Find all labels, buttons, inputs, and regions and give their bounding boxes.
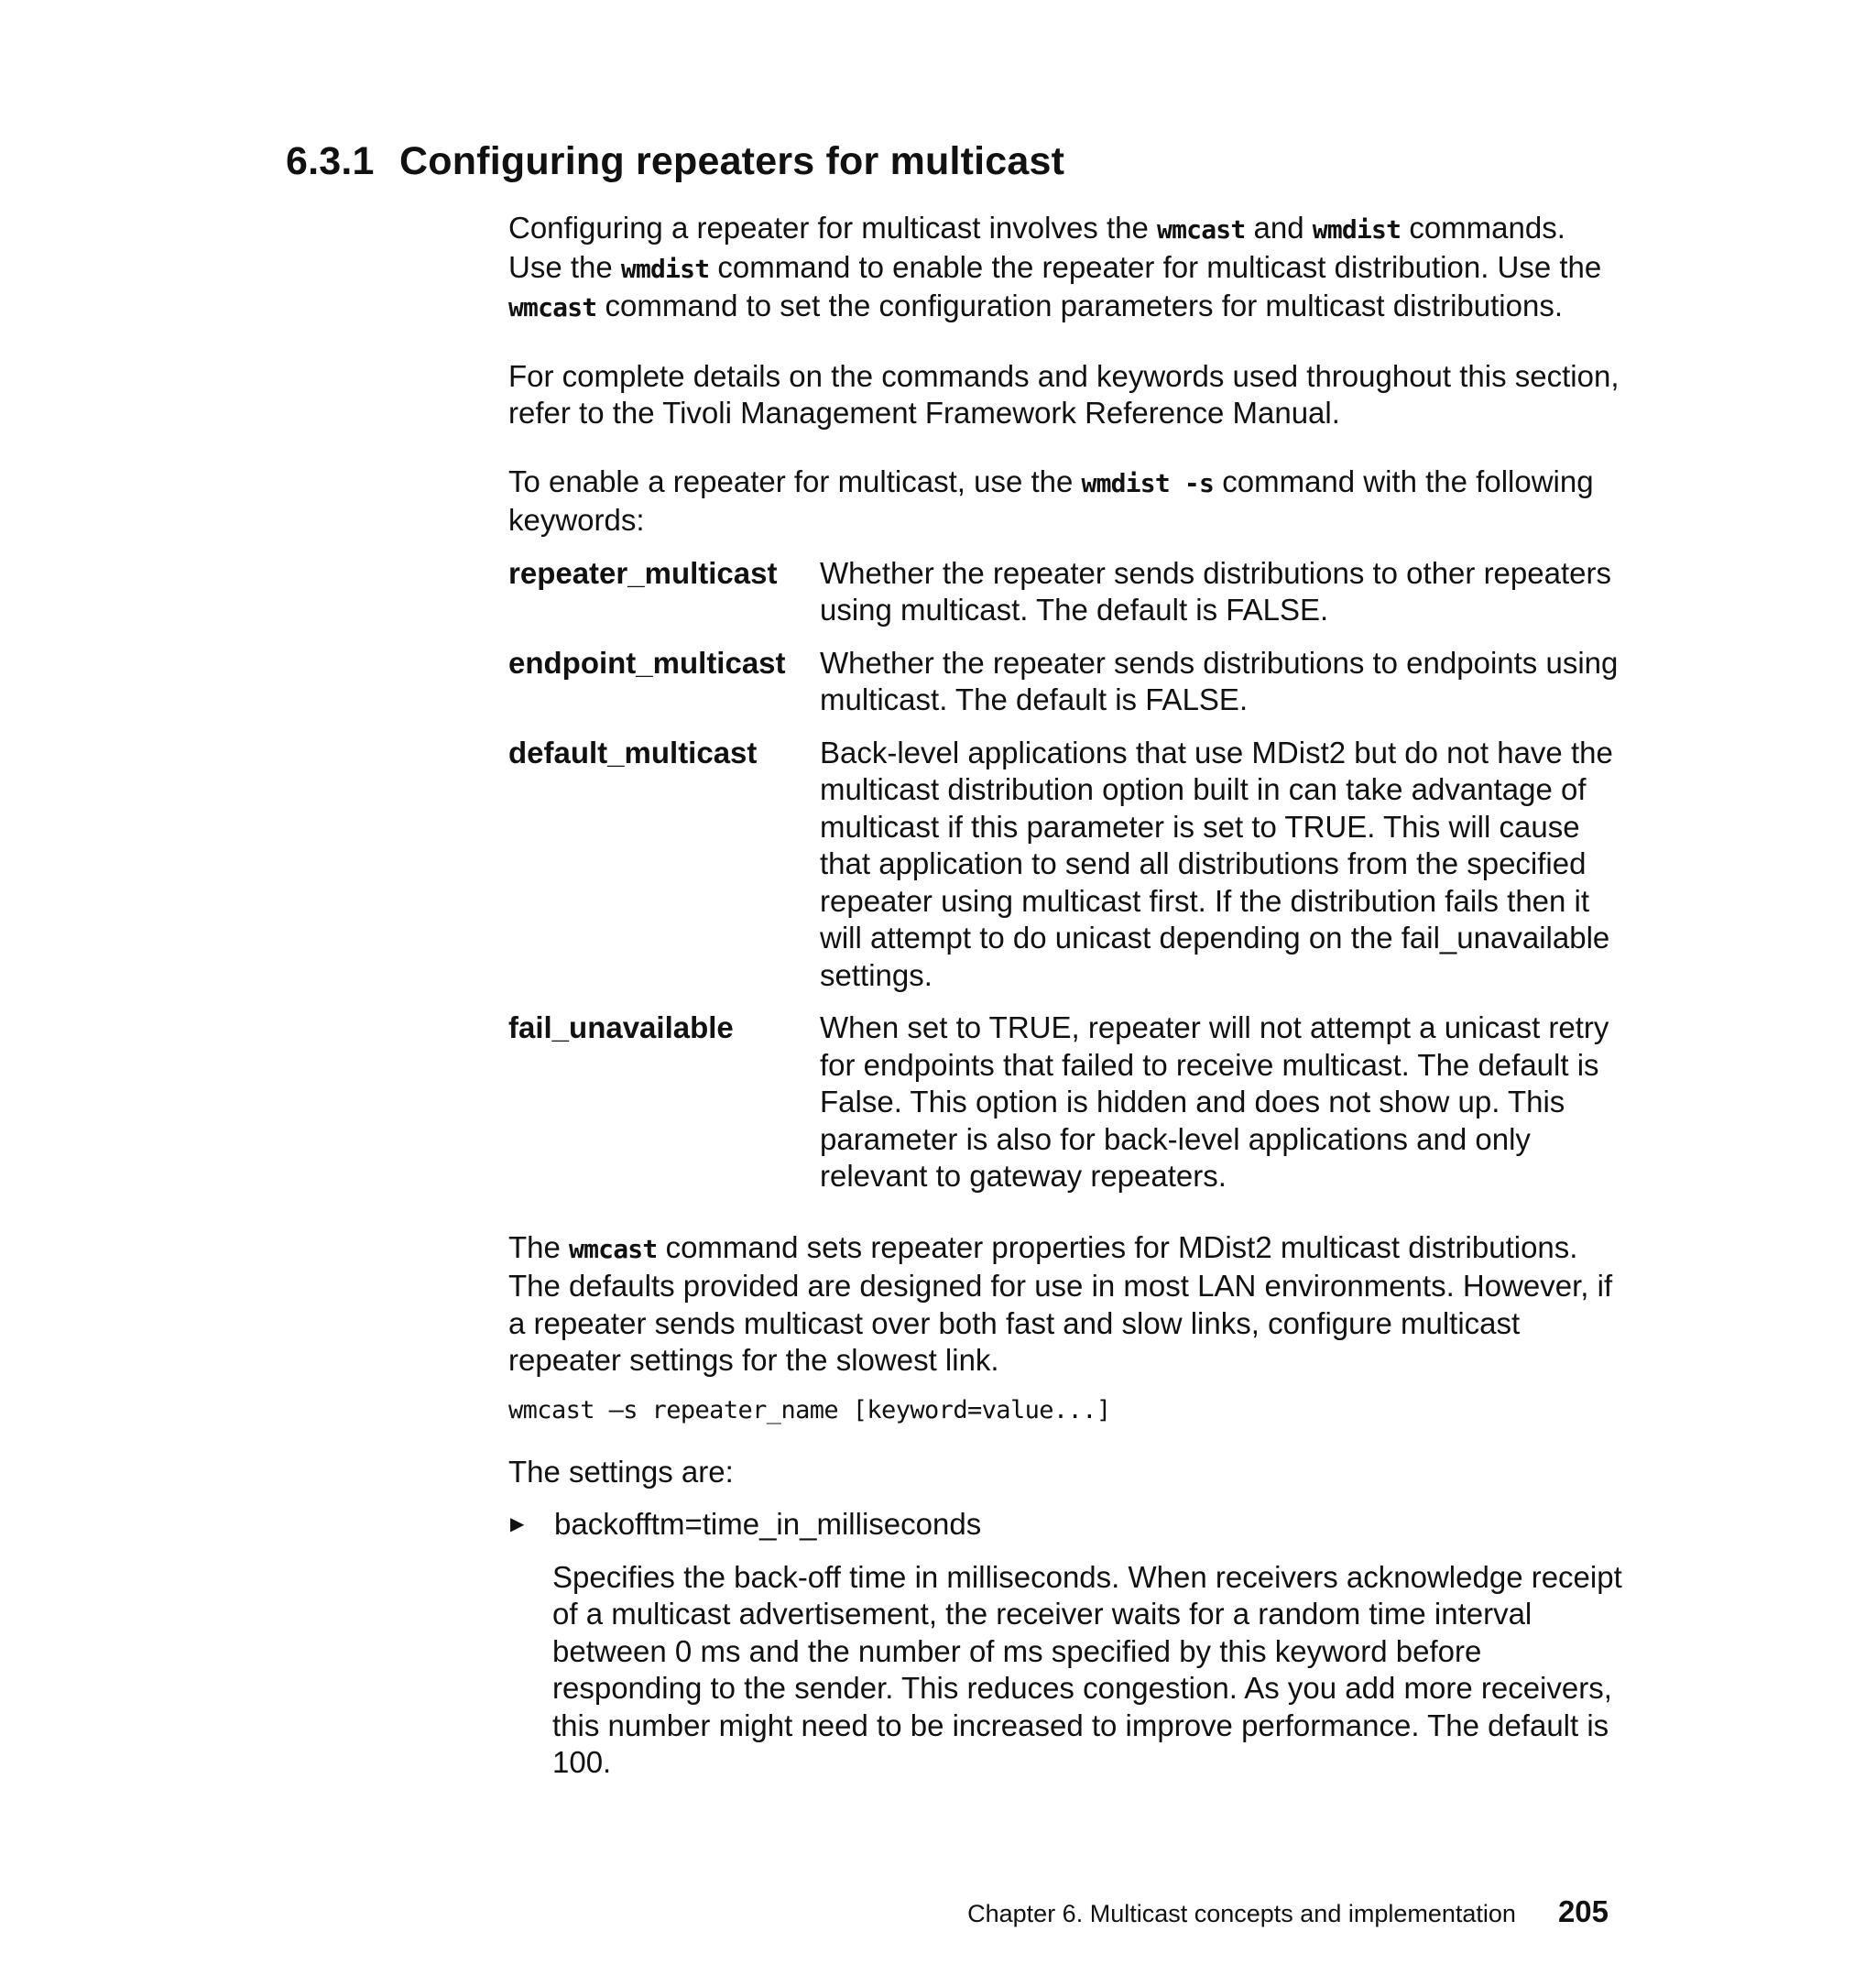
wmcast-paragraph [508,1229,1626,1380]
keyword-row [508,1009,1626,1195]
reference-paragraph: For complete details on the commands and keywords used throughout this section, refer to the Tivoli Management Framework Reference Manual. [508,358,1620,430]
triangle-bullet-icon: ▶ [510,1514,525,1534]
intro-paragraph [508,210,1626,327]
page-footer [967,1894,1609,1929]
enable-text: command with the following keywords: [508,464,1594,537]
keyword-term: fail_unavailable [508,1010,734,1044]
keyword-definition: Back-level applications that use MDist2 but do not have the multicast distribution option built in can take advantage of multicast if this parameter is set to TRUE. This will cause that application to send all distributions from the specified repeater using multicast first. If the distribution fails then it will attempt to do unicast depending on the fail_unavailable settings. [820,735,1613,992]
wmcast-text: The [508,1229,570,1264]
section-title: Configuring repeaters for multicast [399,139,1065,183]
section-heading [286,139,1064,184]
intro-text: Configuring a repeater for multicast involves the [508,211,1158,245]
page-body [508,210,1626,1782]
keyword-definition: When set to TRUE, repeater will not attempt a unicast retry for endpoints that failed to receive multicast. The default is False. This option is hidden and does not show up. This parameter is also for back-level applications and only relevant to gateway repeaters. [820,1010,1609,1193]
keyword-row [508,555,1626,629]
inline-code-wmcast: wmcast [1157,214,1246,245]
setting-name: backofftm=time_in_milliseconds [554,1507,982,1541]
enable-paragraph [508,464,1626,540]
command-syntax: wmcast –s repeater_name [keyword=value...] [508,1395,1111,1424]
intro-text: commands. Use the [508,211,1565,284]
inline-code-wmdist: wmdist [1312,214,1402,245]
keyword-definition-list [508,555,1626,1195]
inline-code-wmdist-s: wmdist -s [1081,467,1215,498]
section-number: 6.3.1 [286,139,375,183]
intro-text: command to set the configuration parameters for multicast distributions. [596,289,1564,322]
keyword-term: endpoint_multicast [508,645,786,680]
inline-code-wmcast: wmcast [508,292,597,322]
intro-text: command to enable the repeater for multicast distribution. Use the [709,249,1602,284]
enable-text: To enable a repeater for multicast, use the [508,464,1082,498]
settings-intro: The settings are: [508,1454,734,1489]
footer-chapter: Chapter 6. Multicast concepts and implementation [967,1900,1516,1927]
wmcast-text: command sets repeater properties for MDist2 multicast distributions. The defaults provided are designed for use in most LAN environments. However, if a repeater sends multicast over both fast and slow links, configure multicast repeater settings for the slowest link. [508,1229,1613,1377]
keyword-row [508,645,1626,719]
inline-code-wmcast: wmcast [569,1233,658,1264]
keyword-definition: Whether the repeater sends distributions to other repeaters using multicast. The default is FALSE. [820,555,1611,627]
keyword-term: repeater_multicast [508,555,778,590]
page-number: 205 [1557,1894,1609,1928]
setting-description: Specifies the back-off time in milliseconds. When receivers acknowledge receipt of a multicast advertisement, the receiver waits for a random time interval between 0 ms and the number of ms specified by this keyword before responding to the sender. This reduces congestion. As you add more receivers, this number might need to be increased to improve performance. The default is 100. [552,1559,1622,1779]
settings-bullet [508,1506,1626,1544]
keyword-row [508,735,1626,995]
intro-text: and [1245,211,1313,245]
keyword-definition: Whether the repeater sends distributions to endpoints using multicast. The default is FALSE. [820,645,1619,716]
keyword-term: default_multicast [508,735,758,769]
inline-code-wmdist: wmdist [620,253,710,284]
